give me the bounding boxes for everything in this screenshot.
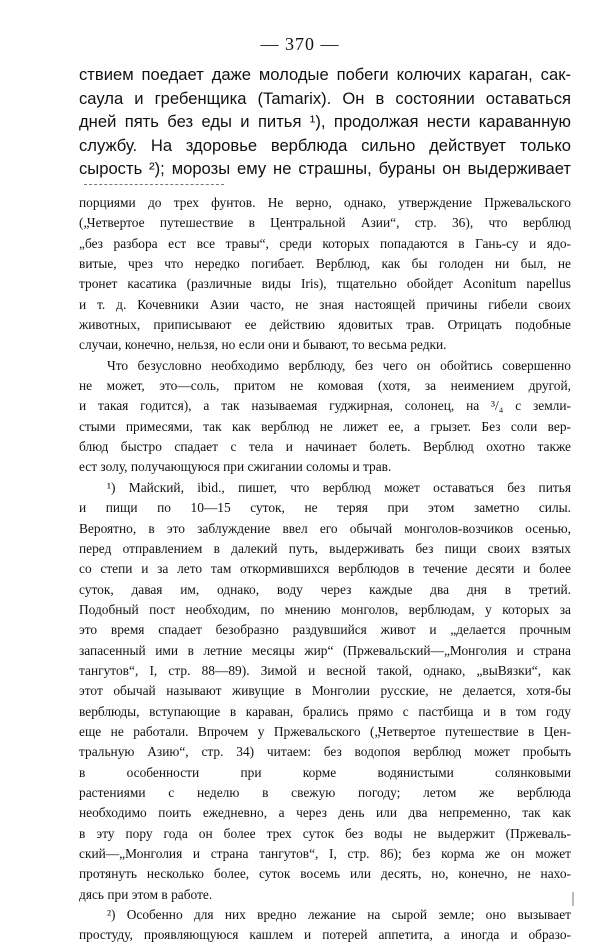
note-line: в эту пору года он более трех суток без воды не выдержит (Пржеваль- xyxy=(79,825,571,841)
note-line: в особенности при корме водянистыми солянковыми xyxy=(79,764,571,780)
note-line: тангутов“, I, стр. 88—89). Зимой и весной такой, однако, „выВязки“, как xyxy=(79,662,571,678)
note-line: дясь при этом в работе. xyxy=(79,886,213,902)
note-line: ский—„Монголия и страна тангутов“, I, стр. 86); без корма же он может xyxy=(79,846,571,861)
note-line: „без разбора ест все травы“, среди которых попадаются в Гань-су и ядо- xyxy=(79,235,571,251)
note-line: Что безусловно необходимо верблюду, без чего он обойтись совершенно xyxy=(107,357,571,373)
scan-mark xyxy=(572,892,574,906)
note-line: растениями с неделю в свежую погоду; летом же верблюда xyxy=(79,784,571,800)
note-line: верблюды, вступающие в караван, брались прямо с пастбища и в том году xyxy=(79,703,571,719)
note-line: Подобный пост необходим, по мнению монголов, верблюдам, у которых за xyxy=(79,601,571,617)
note-line: необходимо поить ежедневно, а через день или два непременно, так как xyxy=(79,805,571,821)
note-line: („Четвертое путешествие в Центральной Азии“, стр. 36), что верблюд xyxy=(79,215,571,231)
footnote-1-start: ¹) Майский, ibid., пишет, что верблюд может оставаться без питья xyxy=(107,479,571,495)
note-line: стыми примесями, так как верблюд не лижет ее, а грызет. Без соли вер- xyxy=(79,418,571,434)
footnote-divider xyxy=(84,184,224,185)
note-line: это время спадает безобразно раздувшийся живот и „делается прочным xyxy=(79,622,571,638)
main-line: саула и гребенщика (Tamarix). Он в состоянии оставаться xyxy=(79,88,571,108)
note-line: простуду, проявляющуюся кашлем и потерей аппетита, а иногда и образо- xyxy=(79,927,571,943)
footnote-2-start: ²) Особенно для них вредно лежание на сырой земле; оно вызывает xyxy=(107,907,571,923)
note-line: со степи и за лето там откормившихся верблюдов в течение десяти и более xyxy=(79,561,571,577)
note-line: и такая годится), а так называемая гуджирная, солонец, на ³/₄ с земли- xyxy=(79,398,571,414)
note-line: блюд быстро спадает с тела и начинает болеть. Верблюд охотно также xyxy=(79,439,571,455)
note-line: запасенный ими в летние месяцы жир“ (Пржевальский—„Монголия и страна xyxy=(79,642,571,658)
note-line: тронет касатика (различные виды Iris), тщательно обойдет Aconitum napellus xyxy=(79,276,571,292)
footnotes xyxy=(79,193,571,946)
note-line: перед отправлением в далекий путь, выдерживать без пищи своих взятых xyxy=(79,540,571,556)
note-line: протянуть несколько более, суток восемь или десять, но, конечно, не нахо- xyxy=(79,866,571,882)
note-line: Вероятно, в это заблуждение ввел его обычай монголов-возчиков осенью, xyxy=(79,520,571,536)
note-line: еще не работали. Впрочем у Пржевальского („Четвертое путешествие в Цен- xyxy=(79,723,571,739)
note-line: случаи, конечно, нельзя, но если они и бывают, то весьма редки. xyxy=(79,337,447,353)
note-line: не может, это—соль, притом не комовая (хотя, за неимением другой, xyxy=(79,378,571,394)
main-line: ствием поедает даже молодые побеги колючих караган, сак- xyxy=(79,65,571,84)
note-line: и пищи по 10—15 суток, не теряя при этом заметно силы. xyxy=(79,500,571,516)
note-line: витые, чрез что нередко погибает. Верблюд, как бы голоден ни был, не xyxy=(79,256,571,272)
note-line: этот обычай называют живущие в Монголии русские, не делается, хотя-бы xyxy=(79,683,571,699)
note-line: суток, давая им, однако, воду через каждые два дня в третий. xyxy=(79,581,571,597)
main-text xyxy=(79,63,571,181)
main-line: дней пять без еды и питья ¹), продолжая нести караванную xyxy=(79,112,571,132)
main-line: сырость ²); морозы ему не страшны, бураны он выдерживает xyxy=(79,159,571,179)
main-line: службу. На здоровье верблюда сильно действует только xyxy=(79,135,571,155)
note-line: ест золу, получающуюся при сжигании соломы и трав. xyxy=(79,459,392,475)
page-number: — 370 — xyxy=(260,34,340,54)
note-line: тральную Азию“, стр. 34) читаем: без водопоя верблюд может пробыть xyxy=(79,744,571,760)
note-line: и т. д. Кочевники Азии часто, не зная настоящей причины гибели своих xyxy=(79,296,571,312)
note-line: порциями до трех фунтов. Не верно, однако, утверждение Пржевальского xyxy=(79,195,571,210)
note-line: животных, приписывают ее действию ядовитых трав. Отрицать подобные xyxy=(79,317,571,333)
